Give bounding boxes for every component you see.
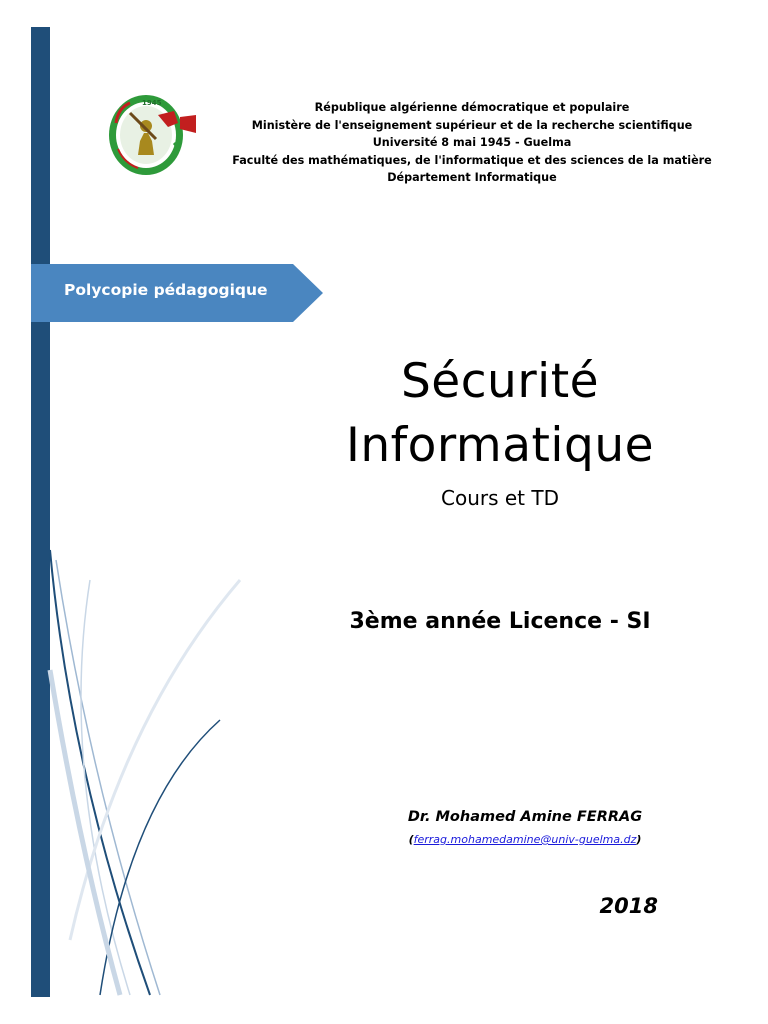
author-email-line [330,833,720,846]
author-email-link[interactable]: ferrag.mohamedamine@univ-guelma.dz [413,833,637,846]
header-line-department: Département Informatique [387,171,557,184]
course-level: 3ème année Licence - SI [349,609,651,634]
polycopie-banner [31,264,323,322]
publication-year: 2018 [599,894,658,918]
institution-header [222,99,722,187]
title-line-2: Informatique [345,418,655,473]
email-close-paren: ) [636,833,642,846]
decorative-swoosh [0,520,260,1000]
document-title [300,350,700,478]
document-subtitle: Cours et TD [441,486,559,510]
svg-text:1945: 1945 [142,99,162,107]
header-line-university: Université 8 mai 1945 - Guelma [372,136,572,149]
author-name: Dr. Mohamed Amine FERRAG [407,809,643,825]
banner-label: Polycopie pédagogique [64,281,268,299]
university-logo [108,93,204,177]
title-line-1: Sécurité [400,354,600,409]
header-line-ministry: Ministère de l'enseignement supérieur et de la recherche scientifique [251,118,693,132]
header-line-republic: République algérienne démocratique et populaire [314,101,630,114]
email-open-paren: ( [408,833,414,846]
header-line-faculty: Faculté des mathématiques, de l'informatique et des sciences de la matière [232,153,712,167]
